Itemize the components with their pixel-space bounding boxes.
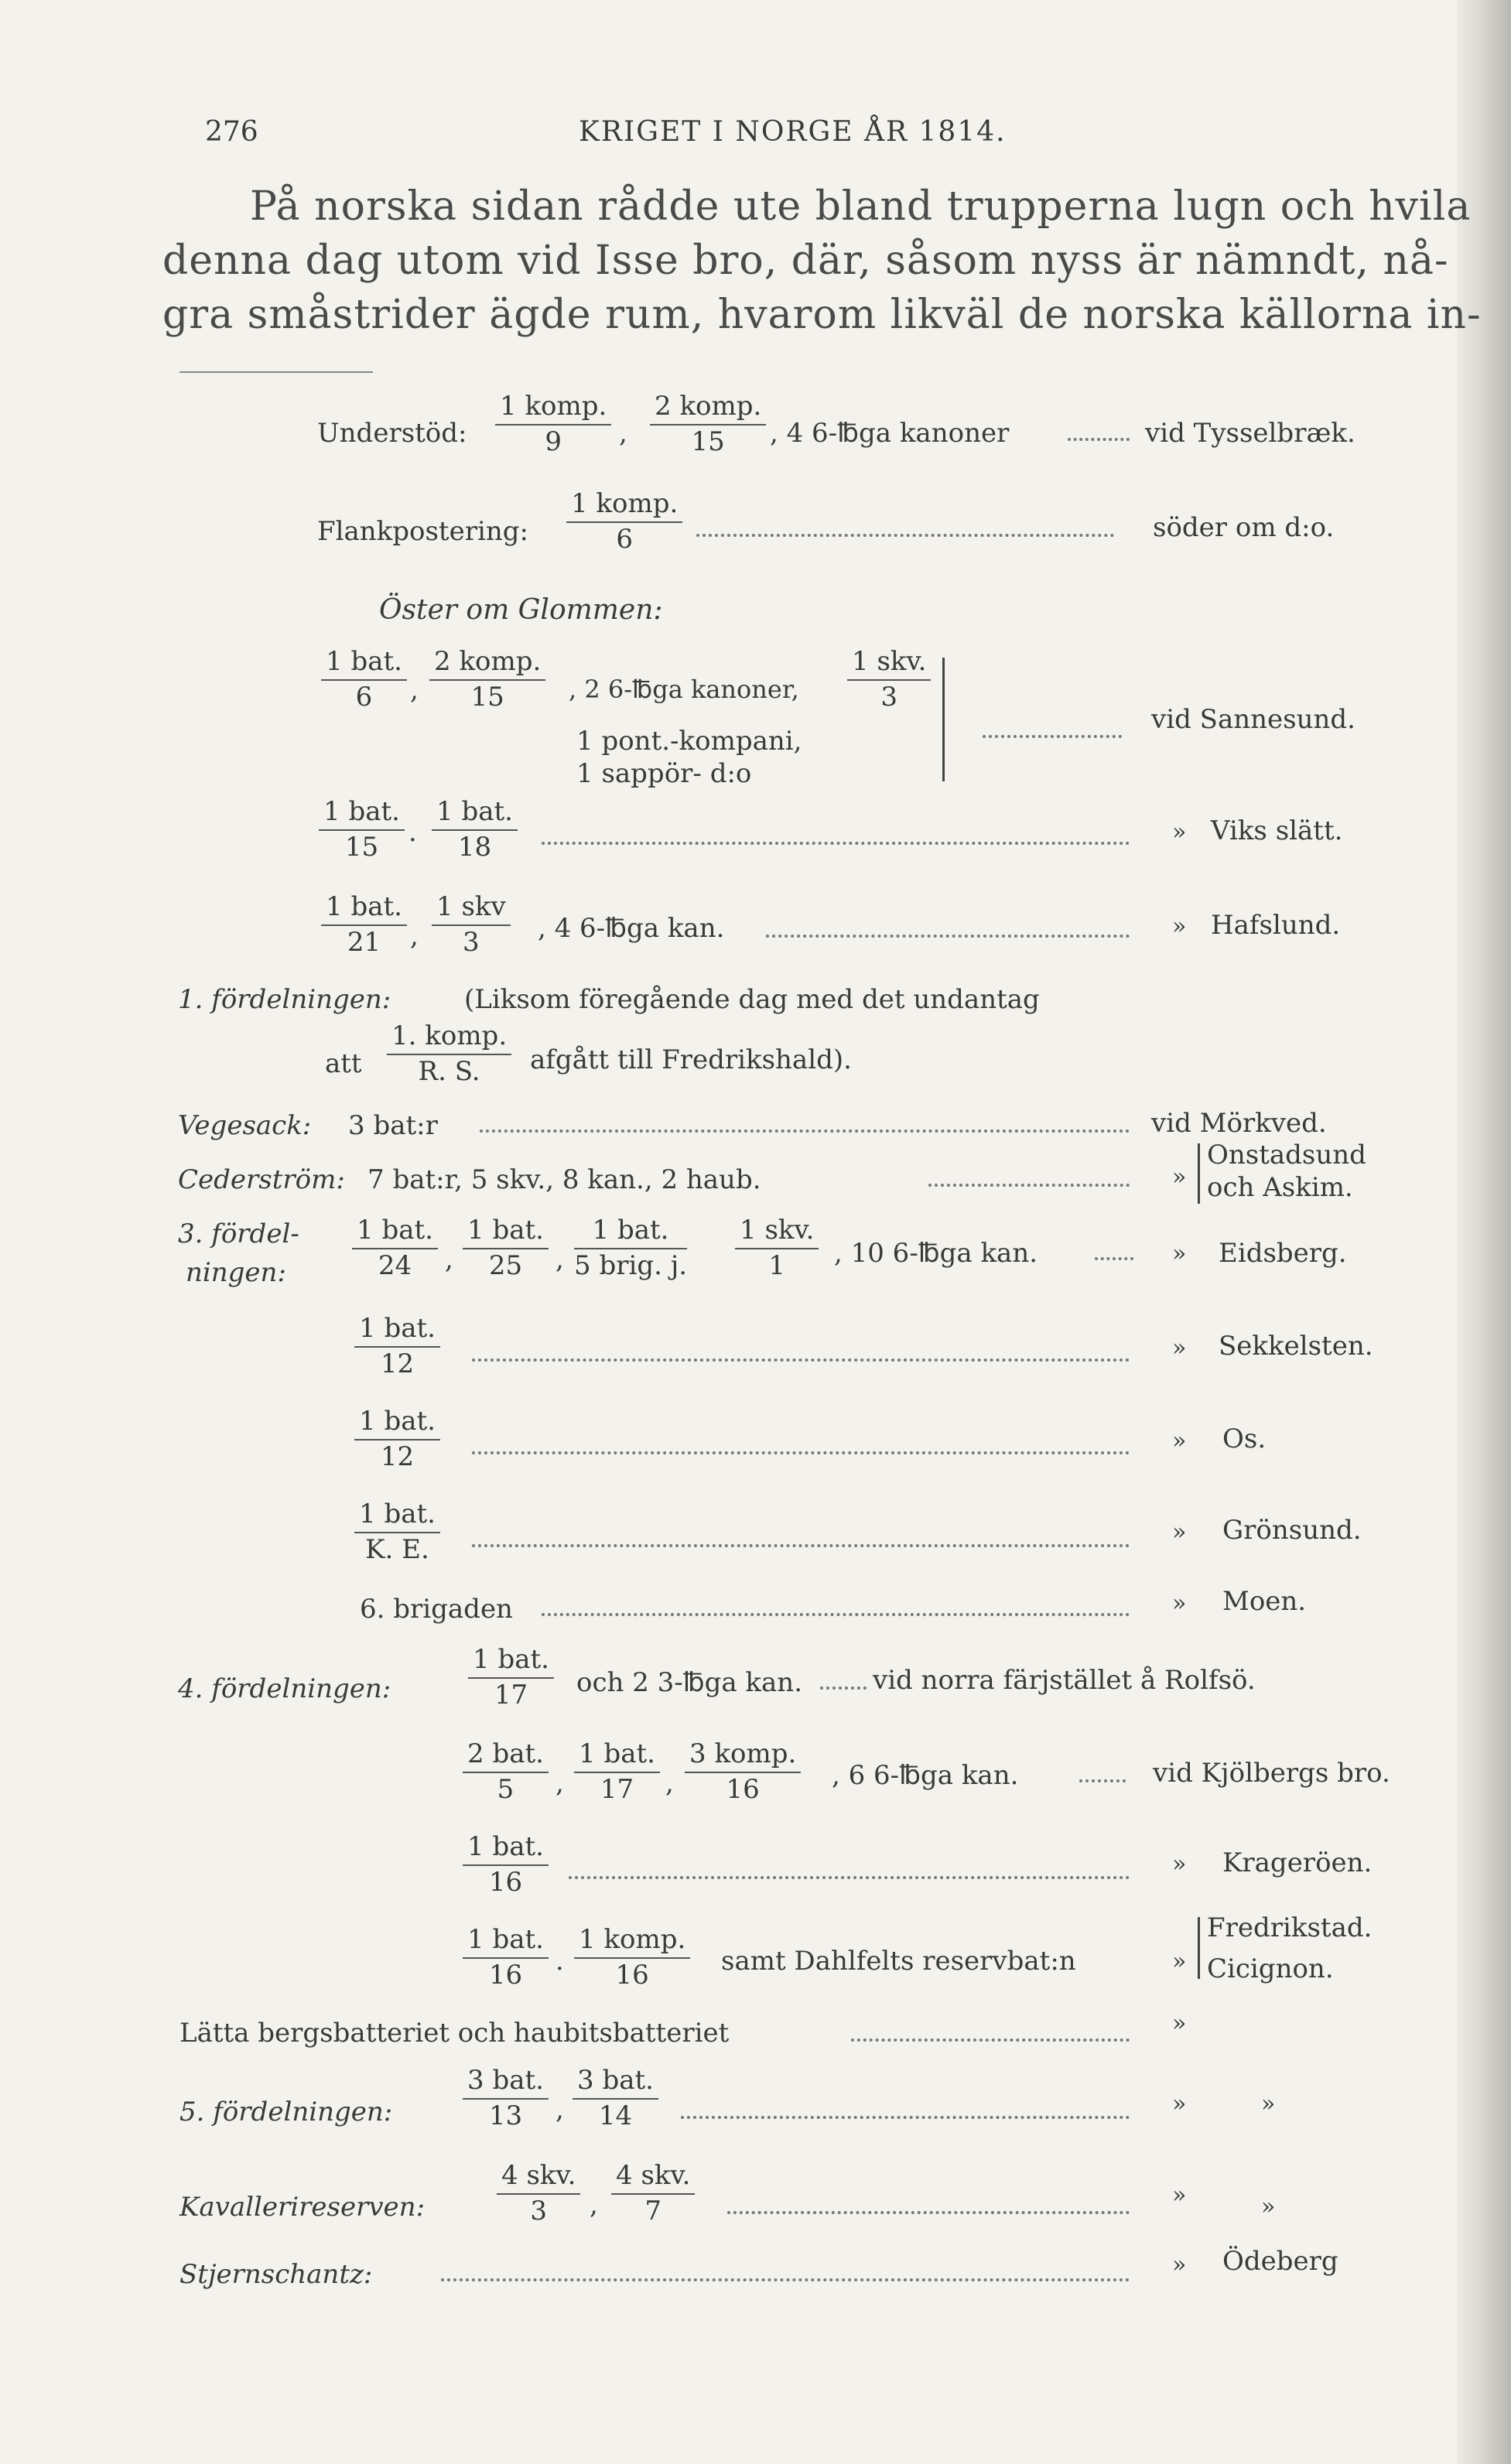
- kjolberg-rest: , 6 6-℔ga kan.: [832, 1760, 1019, 1791]
- ford3-label-2: ningen:: [186, 1257, 286, 1288]
- ditto-mark: »: [1172, 1335, 1187, 1362]
- leader-dots: [727, 2211, 1130, 2214]
- sannesund-line-2: 1 pont.-kompani,: [576, 726, 802, 757]
- stjernschantz-label: Stjernschantz:: [179, 2259, 373, 2290]
- understod-rest: , 4 6-℔ga kanoner: [770, 418, 1010, 449]
- kjolberg-place: vid Kjölbergs bro.: [1153, 1758, 1390, 1789]
- leader-dots: [820, 1687, 867, 1690]
- fredrikstad-place-2: Cicignon.: [1207, 1953, 1334, 1984]
- ditto-mark: »: [1172, 1851, 1187, 1878]
- ditto-mark: »: [1172, 2251, 1187, 2278]
- sannesund-fraction-3: 1 skv. 3: [847, 648, 931, 710]
- kavalleri-fraction-1: 4 skv. 3: [497, 2162, 580, 2224]
- sannesund-fraction-1: 1 bat. 6: [321, 648, 407, 710]
- comma: ,: [619, 418, 627, 449]
- ford1-rest: afgått till Fredrikshald).: [530, 1044, 852, 1075]
- hafslund-rest: , 4 6-℔ga kan.: [538, 913, 725, 944]
- leader-dots: [441, 2278, 1130, 2281]
- vegesack-label: Vegesack:: [178, 1110, 312, 1141]
- sannesund-mid: , 2 6-℔ga kanoner,: [569, 675, 799, 704]
- ford4-fraction: 1 bat. 17: [468, 1646, 554, 1708]
- cederstrom-text: 7 bat:r, 5 skv., 8 kan., 2 haub.: [367, 1164, 761, 1195]
- ford1-att: att: [325, 1048, 362, 1079]
- kjolberg-fraction-1: 2 bat. 5: [463, 1741, 549, 1803]
- cederstrom-place-1: Onstadsund: [1207, 1140, 1366, 1170]
- leader-dots: [681, 2116, 1130, 2119]
- understod-fraction-2: 2 komp. 15: [650, 393, 766, 455]
- sekkelsten-place: Sekkelsten.: [1219, 1331, 1373, 1362]
- ford3-fraction-4: 1 skv. 1: [735, 1217, 819, 1279]
- sannesund-line-3: 1 sappör- d:o: [576, 758, 752, 789]
- comma: ,: [445, 1244, 453, 1275]
- fredrikstad-fraction-2: 1 komp. 16: [574, 1926, 690, 1988]
- understod-fraction-1: 1 komp. 9: [495, 393, 611, 455]
- fredrikstad-rest: samt Dahlfelts reservbat:n: [721, 1946, 1076, 1977]
- krageroen-fraction: 1 bat. 16: [463, 1833, 549, 1895]
- vegesack-place: vid Mörkved.: [1151, 1108, 1327, 1139]
- hafslund-fraction-1: 1 bat. 21: [321, 894, 407, 955]
- semi-dot: ·: [409, 825, 417, 856]
- leader-dots: [569, 1876, 1130, 1879]
- comma: ,: [410, 921, 419, 952]
- ford3-fraction-2: 1 bat. 25: [463, 1217, 549, 1279]
- fredrikstad-fraction-1: 1 bat. 16: [463, 1926, 549, 1988]
- cederstrom-label: Cederström:: [178, 1164, 345, 1195]
- ford4-label: 4. fördelningen:: [178, 1673, 391, 1704]
- fredrikstad-place-1: Fredrikstad.: [1207, 1912, 1373, 1943]
- leader-dots: [696, 534, 1114, 537]
- ford1-text: (Liksom föregående dag med det undantag: [464, 984, 1040, 1015]
- sannesund-fraction-2: 2 komp. 15: [429, 648, 545, 710]
- leader-dots: [983, 735, 1122, 738]
- ditto-mark: »: [1172, 1519, 1187, 1546]
- cederstrom-place-2: och Askim.: [1207, 1172, 1353, 1203]
- stjernschantz-place: Ödeberg: [1222, 2246, 1338, 2277]
- leader-dots: [472, 1451, 1130, 1454]
- ford5-fraction-2: 3 bat. 14: [573, 2067, 658, 2129]
- ford3-place: Eidsberg.: [1219, 1238, 1347, 1269]
- ditto-mark: »: [1172, 2182, 1187, 2209]
- comma: ,: [556, 2094, 564, 2125]
- leader-dots: [472, 1358, 1130, 1362]
- os-fraction: 1 bat. 12: [354, 1408, 440, 1470]
- kavalleri-fraction-2: 4 skv. 7: [611, 2162, 695, 2224]
- flank-place: söder om d:o.: [1153, 512, 1335, 543]
- paragraph-line-3: gra småstrider ägde rum, hvarom likväl de norska källorna in-: [162, 292, 1482, 338]
- flank-fraction: 1 komp. 6: [566, 490, 682, 552]
- comma: ,: [556, 1768, 564, 1799]
- moen-place: Moen.: [1222, 1586, 1307, 1617]
- ditto-mark: »: [1172, 1948, 1187, 1975]
- hafslund-fraction-2: 1 skv 3: [432, 894, 511, 955]
- page-number: 276: [205, 116, 258, 148]
- ditto-mark: »: [1172, 1164, 1187, 1191]
- ditto-mark: »: [1172, 2010, 1187, 2037]
- flank-label: Flankpostering:: [317, 516, 528, 547]
- leader-dots: [1068, 438, 1130, 441]
- group-brace: [942, 658, 945, 781]
- running-title: KRIGET I NORGE ÅR 1814.: [579, 116, 1007, 148]
- vegesack-text: 3 bat:r: [348, 1110, 438, 1141]
- ford5-label: 5. fördelningen:: [179, 2097, 393, 2127]
- latta-text: Lätta bergsbatteriet och haubitsbatteriet: [179, 2018, 730, 2049]
- sekkelsten-fraction: 1 bat. 12: [354, 1315, 440, 1377]
- group-brace: [1198, 1917, 1200, 1979]
- leader-dots: [851, 2039, 1130, 2042]
- ford3-rest: , 10 6-℔ga kan.: [834, 1238, 1038, 1269]
- paragraph-line-1: På norska sidan rådde ute bland trupperna lugn och hvila: [250, 183, 1472, 230]
- leader-dots: [542, 842, 1130, 845]
- hafslund-place: Hafslund.: [1211, 910, 1341, 941]
- comma: ,: [556, 1244, 564, 1275]
- comma: ,: [665, 1768, 674, 1799]
- ditto-mark: »: [1172, 1590, 1187, 1617]
- ford1-label: 1. fördelningen:: [178, 984, 391, 1015]
- ditto-mark: »: [1261, 2090, 1276, 2117]
- leader-dots: [542, 1613, 1130, 1616]
- ford3-label-1: 3. fördel-: [178, 1218, 299, 1249]
- ford3-fraction-1: 1 bat. 24: [352, 1217, 438, 1279]
- viks-place: Viks slätt.: [1211, 815, 1343, 846]
- leader-dots: [1095, 1257, 1133, 1260]
- comma: ,: [410, 675, 419, 706]
- leader-dots: [1079, 1779, 1126, 1782]
- ford4-place: vid norra färjstället å Rolfsö.: [873, 1665, 1256, 1696]
- os-place: Os.: [1222, 1423, 1267, 1454]
- leader-dots: [928, 1184, 1130, 1187]
- ford3-fraction-3: 1 bat. 5 brig. j.: [574, 1215, 688, 1281]
- viks-fraction-1: 1 bat. 15: [319, 798, 405, 860]
- ditto-mark: »: [1172, 2090, 1187, 2117]
- leader-dots: [480, 1129, 1130, 1133]
- leader-dots: [472, 1544, 1130, 1547]
- ford4-rest: och 2 3-℔ga kan.: [576, 1667, 803, 1698]
- kjolberg-fraction-2: 1 bat. 17: [574, 1741, 660, 1803]
- semi-dot: ·: [556, 1953, 564, 1984]
- sannesund-place: vid Sannesund.: [1151, 704, 1355, 735]
- kjolberg-fraction-3: 3 komp. 16: [685, 1741, 801, 1803]
- viks-fraction-2: 1 bat. 18: [432, 798, 518, 860]
- gronsund-place: Grönsund.: [1222, 1515, 1362, 1546]
- krageroen-place: Krageröen.: [1222, 1847, 1373, 1878]
- group-brace: [1198, 1143, 1200, 1204]
- footnote-rule: [179, 371, 373, 373]
- page-binding-edge: [1457, 0, 1511, 2464]
- comma: ,: [590, 2189, 598, 2220]
- ditto-mark: »: [1172, 1427, 1187, 1454]
- ditto-mark: »: [1261, 2193, 1276, 2220]
- ditto-mark: »: [1172, 818, 1187, 846]
- understod-label: Understöd:: [317, 418, 467, 449]
- kavalleri-label: Kavallerireserven:: [179, 2192, 426, 2223]
- leader-dots: [766, 935, 1130, 938]
- ford5-fraction-1: 3 bat. 13: [463, 2067, 549, 2129]
- ditto-mark: »: [1172, 913, 1187, 940]
- ditto-mark: »: [1172, 1240, 1187, 1267]
- paragraph-line-2: denna dag utom vid Isse bro, där, såsom nyss är nämndt, nå-: [162, 238, 1449, 284]
- oster-heading: Öster om Glommen:: [379, 594, 663, 626]
- moen-text: 6. brigaden: [360, 1594, 513, 1625]
- ford1-fraction: 1. komp. R. S.: [387, 1023, 511, 1085]
- gronsund-fraction: 1 bat. K. E.: [354, 1501, 440, 1563]
- understod-place: vid Tysselbræk.: [1145, 418, 1355, 449]
